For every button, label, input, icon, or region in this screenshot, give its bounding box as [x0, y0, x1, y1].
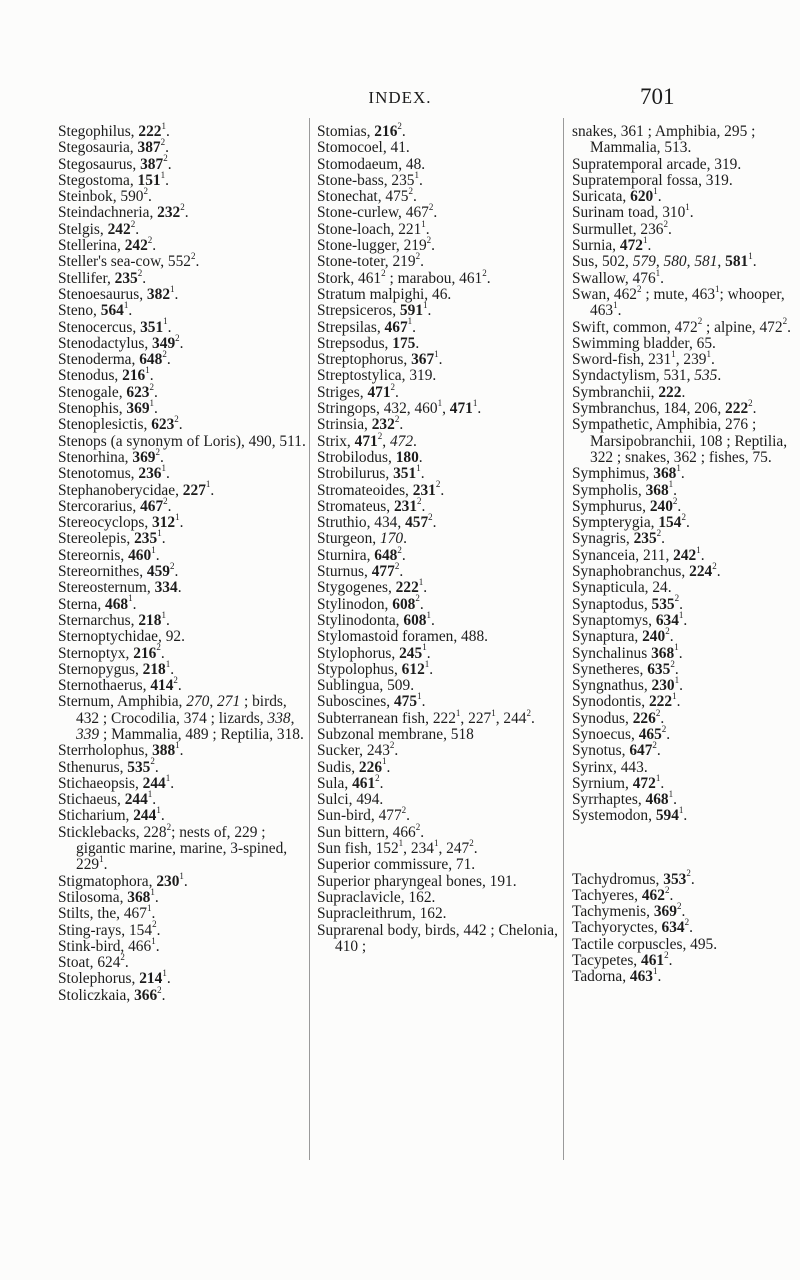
index-entry: Stomias, $216^2$.	[317, 120, 406, 140]
index-entry: Syrinx, 443.	[572, 758, 648, 776]
index-entry: Stone-curlew, $467^2$.	[317, 202, 438, 222]
index-entry: Supracleithrum, 162.	[317, 905, 447, 923]
index-entry: Stenocercus, $351^1$.	[58, 316, 172, 336]
index-entry: Suricata, $620^1$.	[572, 186, 662, 206]
index-column-1	[58, 120, 306, 1004]
index-entry: Stephanoberycidae, $227^1$.	[58, 479, 215, 499]
running-head-title: INDEX.	[368, 88, 432, 107]
index-entry: Stegosaurus, $387^2$.	[58, 153, 172, 173]
index-entry: Sun-bird, $477^2$.	[317, 805, 411, 825]
page-number: 701	[640, 84, 675, 109]
index-entry: Sus, 502, 579, 580, 581, $581^1$.	[572, 251, 757, 271]
index-entry: Steindachneria, $232^2$.	[58, 202, 189, 222]
index-entry: Stone-toter, $219^2$.	[317, 251, 424, 271]
index-entry: Sulci, 494.	[317, 791, 384, 809]
index-entry: Stereornis, $460^1$.	[58, 544, 160, 564]
index-entry: Stenodactylus, $349^2$.	[58, 332, 184, 352]
index-entry: Stratum malpighi, 46.	[317, 285, 452, 303]
index-entry: Stenorhina, $369^2$.	[58, 446, 164, 466]
index-entry: Sterrholophus, $388^1$.	[58, 740, 184, 760]
index-entry: Stork, $461^2$ ; marabou, $461^2$.	[317, 267, 491, 287]
index-entry: Sternoptychidae, 92.	[58, 628, 185, 646]
index-entry: Synodontis, $222^1$.	[572, 691, 681, 711]
index-entry: Stilosoma, $368^1$.	[58, 886, 159, 906]
index-entry: Stenodus, $216^1$.	[58, 365, 154, 385]
index-entry: Surmullet, $236^2$.	[572, 218, 672, 238]
index-entry: Stegophilus, $222^1$.	[58, 120, 170, 140]
index-entry: Stichaeopsis, $244^1$.	[58, 772, 175, 792]
index-entry: Streptophorus, $367^1$.	[317, 349, 443, 369]
index-entry: Sturgeon, 170.	[317, 530, 407, 548]
column-divider	[563, 118, 564, 1160]
index-entry: Stenoderma, $648^2$.	[58, 349, 171, 369]
index-entry: Steno, $564^1$.	[58, 300, 133, 320]
index-entry: Struthio, 434, $457^2$.	[317, 512, 437, 532]
index-entry: Stigmatophora, $230^1$.	[58, 870, 188, 890]
index-entry: Synchalinus $368^1$.	[572, 642, 683, 662]
index-entry: Sternarchus, $218^1$.	[58, 609, 170, 629]
index-entry: Stenops (a synonym of Loris), 490, 511.	[58, 432, 306, 450]
index-entry: Strepsilas, $467^1$.	[317, 316, 416, 336]
index-entry: Stromateoides, $231^2$.	[317, 479, 445, 499]
index-entry: Supratemporal arcade, 319.	[572, 155, 742, 173]
index-entry: Sterna, $468^1$.	[58, 593, 137, 613]
index-entry: Strobilurus, $351^1$.	[317, 463, 425, 483]
index-entry: Streptostylica, 319.	[317, 367, 437, 385]
index-entry: Stegosauria, $387^2$.	[58, 137, 169, 157]
index-entry: Stink-bird, $466^1$.	[58, 935, 160, 955]
index-entry: Stylomastoid foramen, 488.	[317, 628, 488, 646]
index-entry: Strinsia, $232^2$.	[317, 414, 404, 434]
index-entry: Sternothaerus, $414^2$.	[58, 674, 182, 695]
index-entry: Subzonal membrane, 518	[317, 725, 474, 743]
index-entry: Tadorna, $463^1$.	[572, 966, 662, 986]
column-divider	[309, 118, 310, 1160]
index-entry: Stegostoma, $151^1$.	[58, 169, 169, 189]
index-entry: Striges, $471^2$.	[317, 381, 399, 401]
index-entry: Superior commissure, 71.	[317, 856, 476, 874]
index-entry: Stilts, the, $467^1$.	[58, 903, 156, 923]
index-entry: Sudis, $226^1$.	[317, 756, 391, 776]
index-entry: Stone-bass, $235^1$.	[317, 169, 423, 189]
index-entry: Suprarenal body, birds, 442 ; Chelonia, 410 ;	[317, 921, 558, 955]
index-entry: Sympholis, $368^1$.	[572, 479, 678, 499]
index-entry: Swan, $462^2$ ; mute, $463^1$; whooper, $463^1$.	[572, 283, 785, 320]
index-entry: Synotus, $647^2$.	[572, 740, 661, 760]
index-entry: Stereocyclops, $312^1$.	[58, 512, 184, 532]
index-entry: Stromateus, $231^2$.	[317, 495, 426, 515]
index-entry: Sympathetic, Amphibia, 276 ; Marsipobranchii, 108 ; Reptilia, 322 ; snakes, 362 ; fishes, 75.	[572, 416, 788, 466]
index-entry: Sticharium, $244^1$.	[58, 805, 165, 825]
index-entry: Sticklebacks, $228^2$; nests of, 229 ; gigantic marine, marine, 3-spined, $229^1$.	[58, 821, 288, 874]
index-entry: Sturnus, $477^2$.	[317, 560, 404, 581]
index-entry: Synaptura, $240^2$.	[572, 626, 674, 646]
index-entry: Synetheres, $635^2$.	[572, 658, 679, 678]
index-entry: Stylinodonta, $608^1$.	[317, 609, 435, 629]
index-entry: Sturnira, $648^2$.	[317, 544, 406, 564]
index-entry: Synaphobranchus, $224^2$.	[572, 560, 721, 581]
index-entry: Tachymenis, $369^2$.	[572, 901, 686, 921]
index-entry: Stone-lugger, $219^2$.	[317, 234, 436, 255]
index-entry: Synaptodus, $535^2$.	[572, 593, 683, 613]
index-entry: Stenoesaurus, $382^1$.	[58, 283, 179, 303]
index-entry: Symphurus, $240^2$.	[572, 495, 682, 515]
index-entry: Supraclavicle, 162.	[317, 888, 436, 906]
index-entry: Synaptomys, $634^1$.	[572, 609, 688, 629]
index-entry: Synapticula, 24.	[572, 579, 672, 597]
index-entry: Stenotomus, $236^1$.	[58, 463, 170, 483]
index-entry: Synodus, $226^2$.	[572, 707, 665, 727]
index-entry: Stylophorus, $245^1$.	[317, 642, 431, 662]
index-entry: Stichaeus, $244^1$.	[58, 789, 157, 809]
index-entry: Stereosternum, 334.	[58, 579, 182, 597]
index-entry: Symbranchii, 222.	[572, 383, 686, 401]
index-entry: Sternoptyx, $216^2$.	[58, 642, 165, 662]
index-entry: Steinbok, $590^2$.	[58, 186, 152, 206]
index-entry: Tachyoryctes, $634^2$.	[572, 917, 693, 937]
index-entry: Stone-loach, $221^1$.	[317, 218, 430, 238]
index-entry: Syndactylism, 531, 535.	[572, 367, 722, 385]
index-entry: Steller's sea-cow, $552^2$.	[58, 251, 200, 271]
index-entry: Stercorarius, $467^2$.	[58, 495, 172, 515]
index-entry: Symphimus, $368^1$.	[572, 463, 685, 483]
index-entry: Strepsiceros, $591^1$.	[317, 300, 432, 320]
index-section-gap	[572, 840, 792, 856]
index-entry: Strobilodus, 180.	[317, 448, 423, 466]
index-entry: Suboscines, $475^1$.	[317, 691, 426, 711]
index-entry: Strix, $471^2$, 472.	[317, 430, 417, 450]
index-column-3	[572, 124, 792, 986]
index-entry: Strepsodus, 175.	[317, 334, 420, 352]
index-entry: Stoat, $624^2$.	[58, 952, 129, 972]
index-entry: Sublingua, 509.	[317, 677, 415, 695]
index-entry: Sula, $461^2$.	[317, 772, 384, 792]
index-entry: Tachydromus, $353^2$.	[572, 868, 695, 888]
index-entry: Stereolepis, $235^1$.	[58, 528, 166, 548]
index-entry: snakes, 361 ; Amphibia, 295 ; Mammalia, 513.	[572, 123, 756, 157]
index-entry: Sun fish, $152^1$, $234^1$, $247^2$.	[317, 837, 478, 858]
index-entry: Syngnathus, $230^1$.	[572, 674, 683, 695]
index-entry: Stellerina, $242^2$.	[58, 234, 157, 255]
index-entry: Surinam toad, $310^1$.	[572, 202, 694, 222]
index-entry: Syrnium, $472^1$.	[572, 772, 665, 792]
index-entry: Stomocoel, 41.	[317, 139, 410, 157]
index-entry: Stolephorus, $214^1$.	[58, 968, 171, 988]
index-entry: Synoecus, $465^2$.	[572, 723, 671, 743]
index-entry: Swallow, $476^1$.	[572, 267, 665, 287]
index-entry: Sympterygia, $154^2$.	[572, 512, 690, 532]
index-entry: Stenoplesictis, $623^2$.	[58, 414, 183, 434]
index-entry: Symbranchus, 184, 206, $222^2$.	[572, 397, 757, 418]
index-entry: Sternum, Amphibia, 270, 271 ; birds, 432 ; Crocodilia, 374 ; lizards, 338, 339 ; Mammalia, 489 ; Reptilia, 318.	[58, 693, 304, 743]
index-entry: Systemodon, $594^1$.	[572, 805, 688, 825]
index-entry: Stereornithes, $459^2$.	[58, 560, 179, 581]
index-entry: Stonechat, $475^2$.	[317, 186, 417, 206]
index-entry: Stenogale, $623^2$.	[58, 381, 158, 401]
index-entry: Stygogenes, $222^1$.	[317, 577, 428, 597]
index-entry: Stelgis, $242^2$.	[58, 218, 140, 238]
index-entry: Superior pharyngeal bones, 191.	[317, 872, 517, 890]
index-entry: Tacypetes, $461^2$.	[572, 949, 673, 970]
index-entry: Sthenurus, $535^2$.	[58, 756, 159, 776]
index-entry: Sword-fish, $231^1$, $239^1$.	[572, 349, 715, 369]
index-entry: Sting-rays, $154^2$.	[58, 919, 161, 939]
index-entry: Surnia, $472^1$.	[572, 234, 652, 255]
index-entry: Synanceia, 211, $242^1$.	[572, 544, 705, 564]
index-entry: Sternopygus, $218^1$.	[58, 658, 175, 678]
index-entry: Synagris, $235^2$.	[572, 528, 666, 548]
index-entry: Tactile corpuscles, 495.	[572, 935, 718, 953]
index-entry: Stoliczkaia, $366^2$.	[58, 984, 166, 1004]
index-entry: Sucker, $243^2$.	[317, 740, 399, 760]
index-entry: Stypolophus, $612^1$.	[317, 658, 434, 678]
index-entry: Sun bittern, $466^2$.	[317, 821, 425, 841]
index-entry: Stylinodon, $608^2$.	[317, 593, 424, 613]
index-entry: Swift, common, $472^2$ ; alpine, $472^2$.	[572, 316, 791, 336]
index-entry: Supratemporal fossa, 319.	[572, 171, 733, 189]
index-entry: Stellifer, $235^2$.	[58, 267, 147, 287]
index-entry: Stenophis, $369^1$.	[58, 397, 158, 418]
index-entry: Tachyeres, $462^2$.	[572, 884, 674, 904]
index-entry: Syrrhaptes, $468^1$.	[572, 789, 677, 809]
index-entry: Stomodaeum, 48.	[317, 155, 426, 173]
index-entry: Swimming bladder, 65.	[572, 334, 716, 352]
index-column-2	[317, 120, 561, 955]
index-entry: Stringops, 432, $460^1$, $471^1$.	[317, 397, 482, 418]
index-entry: Subterranean fish, $222^1$, $227^1$, $244^2$.	[317, 707, 535, 727]
